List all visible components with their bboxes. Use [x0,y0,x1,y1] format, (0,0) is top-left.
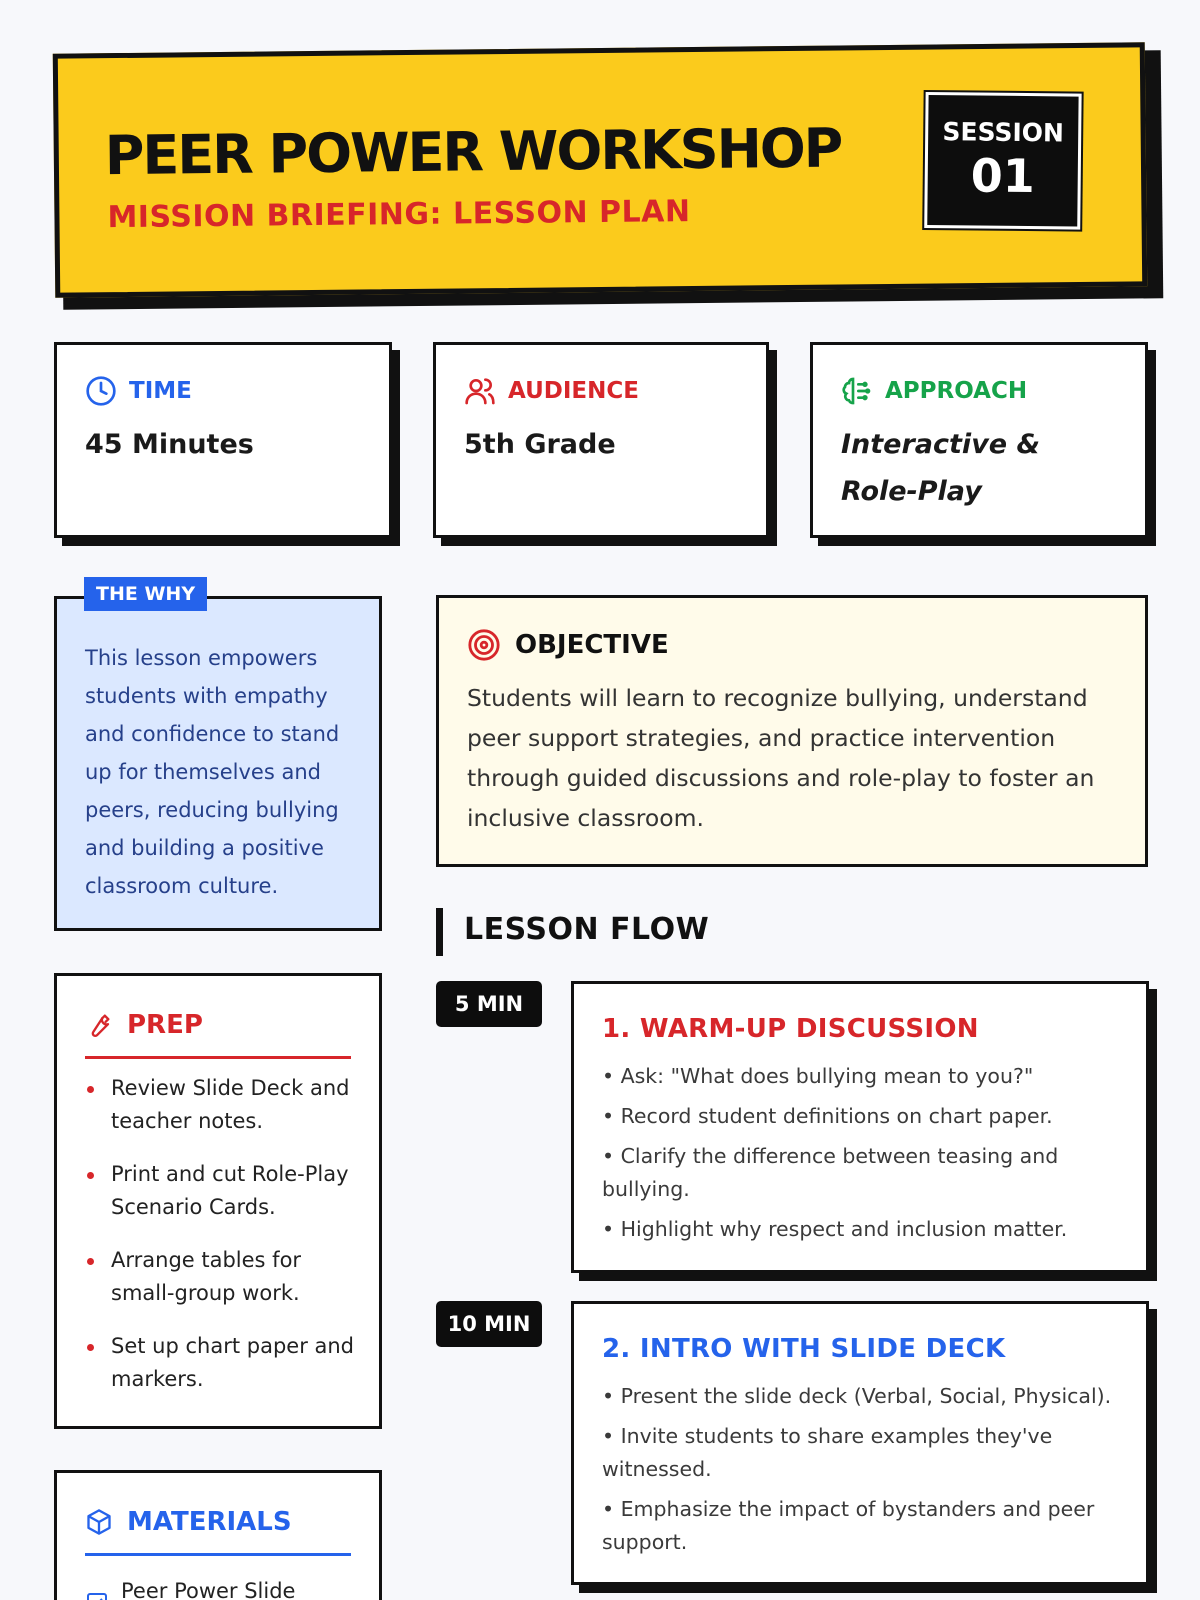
objective-title: OBJECTIVE [515,630,669,660]
header-banner [53,42,1147,297]
audience-value: 5th Grade [464,429,616,460]
step-title: 1. WARM-UP DISCUSSION [602,1014,979,1044]
session-number: 01 [970,148,1036,204]
prep-list [85,1072,359,1416]
list-item: • Clarify the difference between teasing and bullying. [602,1144,1059,1201]
list-item: • Ask: "What does bullying mean to you?" [602,1064,1034,1088]
time-value: 45 Minutes [85,429,254,460]
step-duration-badge: 5 MIN [436,981,542,1027]
clock-icon [85,375,117,407]
bullet-dot [87,1172,94,1179]
objective-text: Students will learn to recognize bullying, understand peer support strategies, and practice intervention through guided discussions and role-play to foster an inclusive classroom. [467,684,1095,832]
list-item [85,1330,359,1396]
approach-card [810,342,1148,538]
bullet-dot [87,1344,94,1351]
material-item-text: Peer Power Slide [121,1579,296,1600]
list-item: • Present the slide deck (Verbal, Social, Physical). [602,1384,1112,1408]
step-items [602,1380,1124,1566]
prep-divider [85,1056,351,1059]
list-item: • Invite students to share examples they've witnessed. [602,1424,1053,1481]
list-item [85,1575,295,1600]
section-accent-bar [436,908,443,956]
step-title: 2. INTRO WITH SLIDE DECK [602,1334,1006,1364]
users-icon [464,375,496,407]
target-icon [467,628,501,662]
time-card [54,342,392,538]
page-title: PEER POWER WORKSHOP [104,116,842,188]
why-panel [54,596,382,931]
list-item: • Emphasize the impact of bystanders and peer support. [602,1497,1095,1554]
session-badge [924,92,1081,230]
list-item [85,1244,359,1310]
prep-item-text: Review Slide Deck and teacher notes. [111,1076,350,1133]
step-card-warm-up [571,981,1149,1273]
step-items [602,1060,1124,1253]
list-item [85,1158,359,1224]
lesson-flow-title: LESSON FLOW [464,912,710,947]
checkbox-icon [85,1591,109,1600]
list-item: • Record student definitions on chart paper. [602,1104,1053,1128]
list-item [85,1072,359,1138]
materials-divider [85,1553,351,1556]
time-label: TIME [129,378,192,404]
approach-label: APPROACH [885,378,1028,404]
session-label: SESSION [942,117,1065,148]
materials-panel [54,1470,382,1600]
bullet-dot [87,1086,94,1093]
brain-icon [841,375,873,407]
step-duration-badge: 10 MIN [436,1301,542,1347]
objective-panel [436,595,1148,867]
audience-card [433,342,769,538]
step-card-intro [571,1301,1149,1585]
prep-item-text: Print and cut Role-Play Scenario Cards. [111,1162,349,1219]
why-text: This lesson empowers students with empathy and confidence to stand up for themselves and peers, reducing bullying and building a positive classroom culture. [85,646,340,898]
bullet-dot [87,1258,94,1265]
box-icon [85,1508,113,1536]
materials-title: MATERIALS [127,1507,292,1537]
prep-title: PREP [127,1010,203,1040]
why-tag: THE WHY [84,577,207,611]
list-item: • Highlight why respect and inclusion matter. [602,1217,1068,1241]
prep-panel [54,973,382,1429]
wrench-icon [85,1011,113,1039]
audience-label: AUDIENCE [508,378,639,404]
prep-item-text: Arrange tables for small-group work. [111,1248,302,1305]
page-subtitle: MISSION BRIEFING: LESSON PLAN [107,194,691,236]
approach-value: Interactive & Role-Play [841,429,1041,507]
prep-item-text: Set up chart paper and markers. [111,1334,355,1391]
